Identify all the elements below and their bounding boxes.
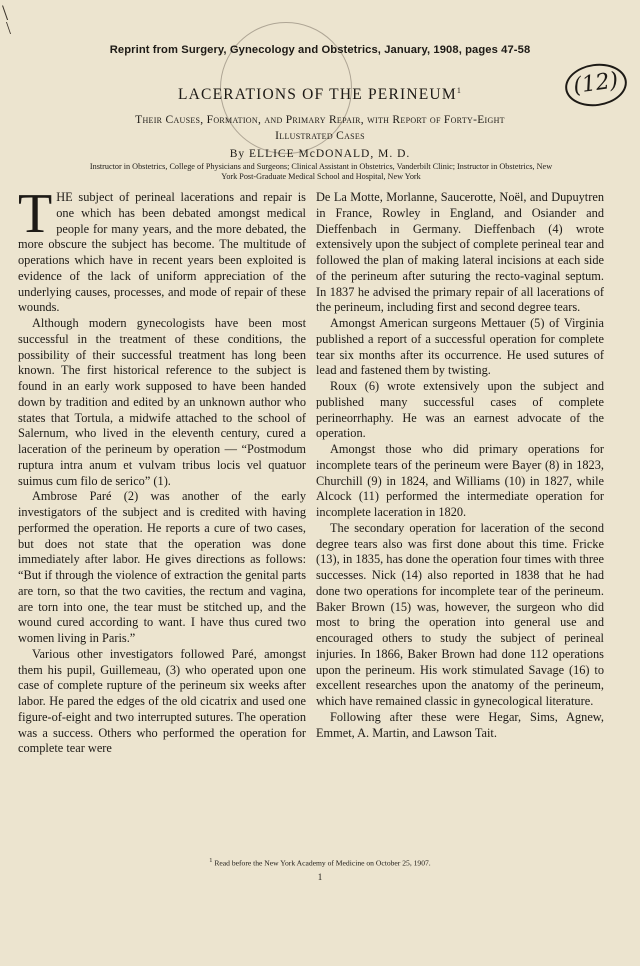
- affiliation-line-2: York Post-Graduate Medical School and Hospital, New York: [221, 172, 421, 181]
- article-subtitle: [40, 112, 600, 144]
- paragraph-8: Amongst those who did primary operations for incomplete tears of the perineum were Bayer (8) in 1823, Churchill (9) in 1824, and Williams (10) in 1827, while Alcock (11) performed the intermediate operation for incomplete laceration in 1820.: [316, 442, 604, 519]
- drop-cap: T: [18, 183, 53, 245]
- article-title: [0, 86, 640, 104]
- paragraph-10: Following after these were Hegar, Sims, Agnew, Emmet, A. Martin, and Lawson Tait.: [316, 709, 604, 740]
- title-text: LACERATIONS OF THE PERINEUM: [177, 86, 457, 104]
- page-number: 1: [317, 872, 323, 882]
- page-badge: (12): [562, 60, 629, 110]
- author-line: By ELLICE McDONALD, M. D.: [229, 148, 411, 160]
- paragraph-2: Although modern gynecologists have been most successful in the treatment of these conditions, the possibility of their successful treatment has long been known. The first historical reference to the subject is found in an early work supposed to have been handed down by tradition and edited by an unknown author who states that Tortula, a midwife attached to the school of Salernum, who lived in the eleventh century, cured a laceration of the perineum by operation — “Postmodum ruptura intra anum et vulvam tribus locis vel quatuor suimus cum filo de serico” (1).: [18, 316, 306, 488]
- paragraph-7: Roux (6) wrote extensively upon the subject and published many successful cases of complete perineorrhaphy. He was an earnest advocate of the operation.: [316, 379, 604, 441]
- affiliation-line-1: Instructor in Obstetrics, College of Physicians and Surgeons; Clinical Assistant in Obstetrics, Vanderbilt Clinic; Instructor in Obstetrics, New: [89, 162, 553, 171]
- paragraph-9: The secondary operation for laceration of the second degree tears also was first done about this time. Fricke (13), in 1835, has done the operation four times with three successes. Nick (14) also reported in 1838 that he had done two operations for incomplete tear of the perineum. Baker Brown (15) was, however, the surgeon who did most to bring the operation into general use and encouraged others to study the subject of perineal injuries. In 1866, Baker Brown had done 112 operations upon the perineum. His work stimulated Savage (16) to excellent researches upon the anatomy of the perineum, which have remained classic in gynecological literature.: [316, 520, 604, 708]
- paragraph-5: De La Motte, Morlanne, Saucerotte, Noël, and Dupuytren in France, Rowley in England, and Osiander and Dieffenbach in Germany. Dieffenbach (4) wrote extensively upon the subject of complete perineal tear and followed the plan of making lateral incisions at each side of the perineum after suturing the recto-vaginal septum. In 1837 he advised the primary repair of all lacerations of the perineum, including first and second degree tears.: [316, 190, 604, 315]
- footnote-mark: 1: [209, 857, 213, 864]
- paragraph-3: Ambrose Paré (2) was another of the early investigators of the subject and is credited with having performed the operation. He reports a cure of two cases, but does not state that the operation was done immediately after labor. He gives directions as follows: “But if through the violence of extraction the genital parts are torn, so that the two cavities, the rectum and vagina, are torn into one, the tear must be stitched up, and the wound cured according to want. I have thus cured two women living in Paris.”: [18, 489, 306, 645]
- corner-pencil-mark-2: \: [6, 18, 12, 38]
- right-column: [316, 190, 604, 741]
- footnote: [0, 857, 640, 868]
- left-column: [18, 183, 306, 757]
- reprint-header: Reprint from Surgery, Gynecology and Obstetrics, January, 1908, pages 47-58: [109, 44, 531, 56]
- paragraph-1-text: HE subject of perineal lacerations and repair is one which has been debated amongst medical people for many years, and the more debated, the more obscure the subject has become. The multitude of operations which have in recent years been exploited is evidence of the lack of uniform appreciation of the underlying causes, processes, and mode of repair of these wounds.: [18, 190, 306, 315]
- title-footnote-mark: 1: [456, 86, 463, 95]
- author-affiliation: [12, 162, 630, 182]
- paragraph-4: Various other investigators followed Paré, amongst them his pupil, Guillemeau, (3) who operated upon one case of complete rupture of the perineum six weeks after labor. He pared the edges of the old cicatrix and used one figure-of-eight and two interrupted sutures. The operation was a success. Others who performed the operation for complete tear were: [18, 646, 306, 756]
- corner-pencil-mark: \: [2, 0, 9, 25]
- subtitle-line-2: Illustrated Cases: [275, 130, 365, 142]
- subtitle-line-1: Their Causes, Formation, and Primary Repair, with Report of Forty-Eight: [135, 114, 505, 126]
- paragraph-6: Amongst American surgeons Mettauer (5) of Virginia published a report of a successful operation for complete tear six months after its occurrence. He used sutures of lead and fastened them by twisting.: [316, 316, 604, 378]
- footnote-text: Read before the New York Academy of Medicine on October 25, 1907.: [214, 858, 431, 868]
- paragraph-1: [18, 183, 306, 316]
